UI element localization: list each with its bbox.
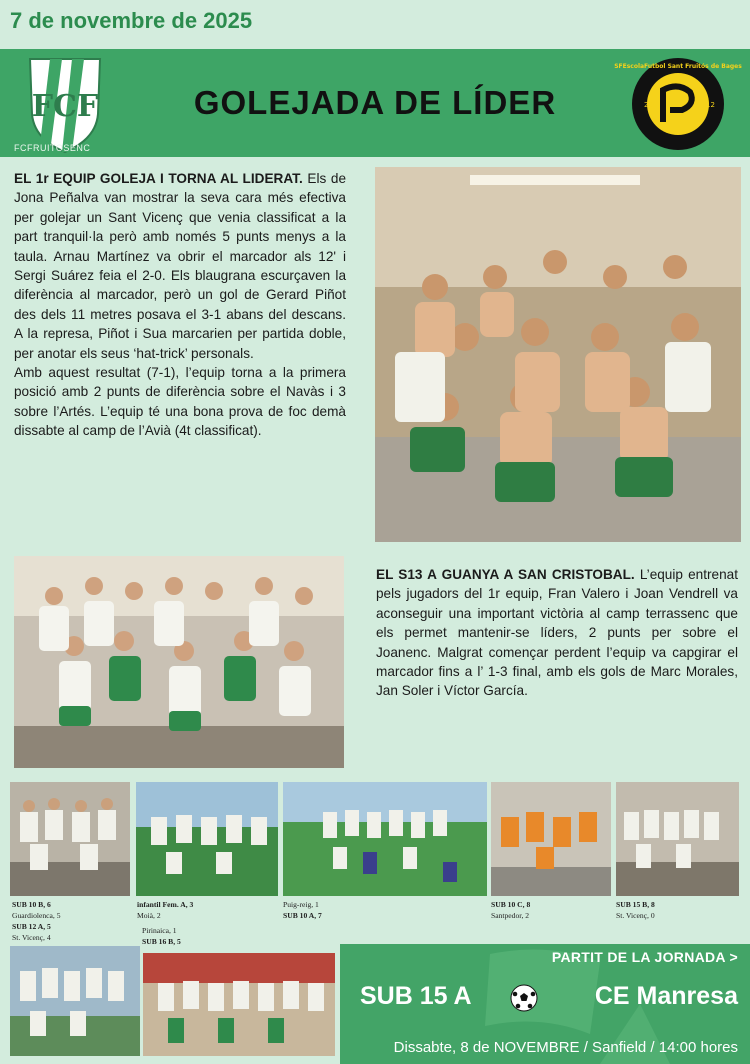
story2-title: EL S13 A GUANYA A SAN CRISTOBAL. xyxy=(376,567,635,582)
bottom-photo-2 xyxy=(143,953,335,1056)
result-line: Puig-reig, 1 xyxy=(283,900,319,909)
first-team-photo xyxy=(375,167,741,542)
s13-team-photo xyxy=(14,556,344,768)
result-line: SUB 10 C, 8 xyxy=(491,900,531,909)
result-line: Moià, 2 xyxy=(137,911,161,920)
issue-date: 7 de novembre de 2025 xyxy=(10,8,253,33)
result-line: St. Vicenç, 0 xyxy=(616,911,655,920)
result-caption-4 xyxy=(283,899,322,921)
bottom-photo-1 xyxy=(10,946,140,1056)
result-line: St. Vicenç, 4 xyxy=(12,933,51,942)
home-team: SUB 15 A xyxy=(360,982,472,1010)
result-caption-5 xyxy=(491,899,530,921)
promo-label: PARTIT DE LA JORNADA > xyxy=(551,949,738,965)
result-line: SUB 16 B, 5 xyxy=(142,937,181,946)
story1-body-1: Els de Jona Peñalva van mostrar la seva cara més efectiva per golejar un Sant Vicenç que venia classificat a la part tranquil·la però amb només 5 punts menys a la taula. Arnau Martínez va obrir el marcador als 12' i Sergi Suárez feia el 2-0. Els blaugrana escurçaven la diferència al marcador, però un gol de Gerard Piñot des dels 11 metres posava el 3-1 abans del descans. A la represa, Piñot i Sua marcarien per partida doble, per anotar els seus ‘hat-trick’ personals. xyxy=(14,171,347,361)
football-icon xyxy=(510,984,538,1012)
escola-futbol-logo xyxy=(614,56,742,152)
story2-body: L’equip entrenat pels jugadors del 1r equip, Fran Valero i Joan Vendrell va aconseguir una important victòria al camp terrassenc que els permet mantenir-se líders, 2 punts per sobre el Joanenc. Malgrat començar perdent l’equip va capgirar el marcador fins a l’ 1-3 final, amb els gols de Marc Morales, Jan Soler i Víctor García. xyxy=(376,567,739,699)
escola-logo-text: SFEscolaFutbol Sant Fruitós de Bages xyxy=(614,63,742,70)
result-line: Pirinaica, 1 xyxy=(142,926,177,935)
thumb-photo-4 xyxy=(491,782,611,896)
match-of-the-day xyxy=(340,944,750,1064)
away-team: CE Manresa xyxy=(594,982,738,1010)
result-caption-6 xyxy=(616,899,655,921)
result-line: SUB 10 A, 7 xyxy=(283,911,322,920)
thumb-photo-2 xyxy=(136,782,278,896)
result-line: infantil Fem. A, 3 xyxy=(137,900,194,909)
thumb-photo-3 xyxy=(283,782,487,896)
thumb-photo-5 xyxy=(616,782,739,896)
result-line: SUB 15 B, 8 xyxy=(616,900,655,909)
result-caption-3 xyxy=(142,925,181,947)
club-name: FCFRUITOSENC xyxy=(14,143,91,153)
logo-year-right: 12 xyxy=(706,101,715,109)
crest-letters: FCF xyxy=(31,89,99,124)
result-line: Santpedor, 2 xyxy=(491,911,530,920)
match-details: Dissabte, 8 de NOVEMBRE / Sanfield / 14:00 hores xyxy=(393,1039,738,1056)
story1-title: EL 1r EQUIP GOLEJA I TORNA AL LIDERAT. xyxy=(14,171,303,186)
story-s13 xyxy=(376,565,738,701)
result-line: SUB 12 A, 5 xyxy=(12,922,51,931)
page-headline: GOLEJADA DE LÍDER xyxy=(193,84,557,121)
story-first-team xyxy=(14,169,346,441)
story1-body-2: Amb aquest resultat (7-1), l’equip torna a la primera posició amb 2 punts de diferència sobre el Navàs i 3 sobre l’Artés. L’equip té una bona prova de foc demà dissabte al camp de l’Avià (4t classificat). xyxy=(14,365,346,439)
result-line: Guardiolenca, 5 xyxy=(12,911,61,920)
result-line: SUB 10 B, 6 xyxy=(12,900,51,909)
result-caption-1 xyxy=(12,899,61,943)
result-caption-2 xyxy=(137,899,193,921)
logo-year-left: 20 xyxy=(644,101,653,109)
thumb-photo-1 xyxy=(10,782,130,896)
